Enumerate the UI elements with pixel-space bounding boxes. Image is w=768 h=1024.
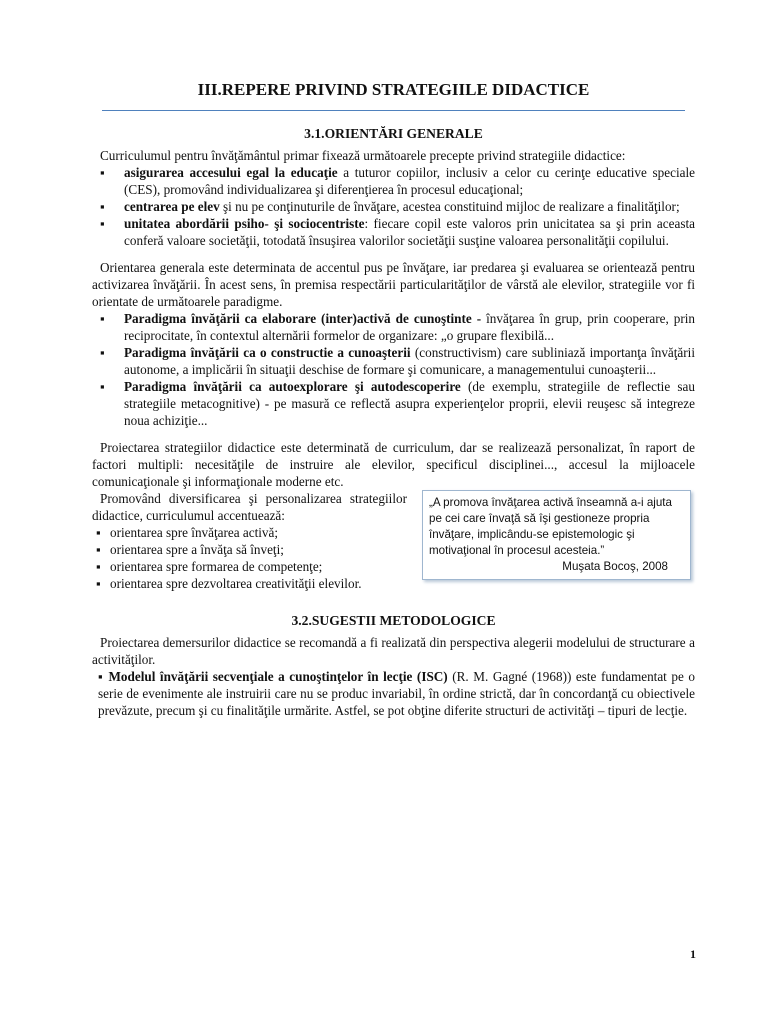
section-1-heading: 3.1.ORIENTĂRI GENERALE <box>304 126 483 141</box>
quote-text: „A promova învăţarea activă înseamnă a-i ajuta pe cei care învaţă să îşi gestioneze propria învăţare, implicându-se epistemologic şi motivaţional în procesul acesteia.” <box>429 496 672 557</box>
list-item: ▪ centrarea pe elev şi nu pe conţinuturile de învăţare, acestea constituind mijloc de realizare a finalităţilor; <box>124 198 695 215</box>
list-item: ▪ Paradigma învăţării ca elaborare (inter)activă de cunoştinte - învăţarea în grup, prin cooperare, prin reciprocitate, în contextul alternării formelor de organizare: „o grupare flexibilă... <box>124 310 695 344</box>
bullet-list-2 <box>92 310 695 429</box>
list-item: ▪ orientarea spre a învăţa să înveţi; <box>110 541 407 558</box>
paragraph-2: Orientarea generala este determinata de accentul pus pe învăţare, iar predarea şi evaluarea se orientează pentru activizarea învăţării. În acest sens, în premisa respectării particularităţilor de vârstă ale elevilor, strategiile vor fi orientate de următoarele paradigme. <box>92 260 695 309</box>
page-title: III.REPERE PRIVIND STRATEGIILE DIDACTICE <box>197 80 590 99</box>
paragraph-5: Proiectarea demersurilor didactice se recomandă a fi realizată din perspectiva alegerii modelului de structurare a activităţilor. <box>92 635 695 667</box>
paragraph-3: Proiectarea strategiilor didactice este determinată de curriculum, dar se realizează personalizat, în raport de factori multipli: necesităţile de instruire ale elevilor, specificul disciplinei..., accesul la mijloacele comunicaţionale şi informaţionale moderne etc. <box>92 440 695 489</box>
list-item: ▪ orientarea spre dezvoltarea creativităţii elevilor. <box>110 575 407 592</box>
paragraph-4: Promovând diversificarea şi personalizarea strategiilor didactice, curriculumul accentuează: <box>92 491 407 523</box>
quote-box <box>422 490 691 580</box>
quote-author: Muşata Bocoş, 2008 <box>562 560 668 573</box>
title-rule <box>102 110 685 111</box>
list-item: ▪ orientarea spre formarea de competenţe; <box>110 558 407 575</box>
split-section <box>92 490 695 592</box>
section-2-heading: 3.2.SUGESTII METODOLOGICE <box>291 613 496 628</box>
left-column <box>92 490 407 592</box>
list-item: ▪ unitatea abordării psiho- şi sociocentriste: fiecare copil este valoros prin unicitatea sa şi prin aceasta conferă valoare societăţii, totodată însuşirea valorilor societăţii susţine valoarea personalităţii copilului. <box>124 215 695 249</box>
list-item: ▪ Paradigma învăţării ca autoexplorare şi autodescoperire (de exemplu, strategiile de reflectie sau strategiile metacognitive) - pe masură ce reflectă asupra experienţelor proprii, elevii reuşesc să integreze noua achiziţie... <box>124 378 695 429</box>
page-number: 1 <box>690 947 696 961</box>
paragraph-1: Curriculumul pentru învăţământul primar fixează următoarele precepte privind strategiile didactice: <box>100 148 626 163</box>
list-item: ▪ orientarea spre învăţarea activă; <box>110 524 407 541</box>
paragraph-6: ▪ Modelul învăţării secvenţiale a cunoştinţelor în lecţie (ISC) (R. M. Gagné (1968)) este fundamentat pe o serie de evenimente ale instruirii care nu se produc invariabil, în ordine strictă, dar în concordanţă cu obiectivele prevăzute, precum şi cu finalităţile urmărite. Astfel, se pot obţine diferite structuri de activităţi – tipuri de lecţie. <box>98 669 695 718</box>
bullet-list-1 <box>92 164 695 249</box>
list-item: ▪ asigurarea accesului egal la educaţie a tuturor copiilor, inclusiv a celor cu cerinţe educative speciale (CES), promovând individualizarea şi diferenţierea în procesul educaţional; <box>124 164 695 198</box>
list-item: ▪ Paradigma învăţării ca o constructie a cunoaşterii (constructivism) care subliniază importanţa învăţării autonome, a implicării în situaţii deschise de formare şi comunicare, a managementului cunoaşterii... <box>124 344 695 378</box>
document-page <box>92 76 695 719</box>
bullet-list-3 <box>92 524 407 592</box>
